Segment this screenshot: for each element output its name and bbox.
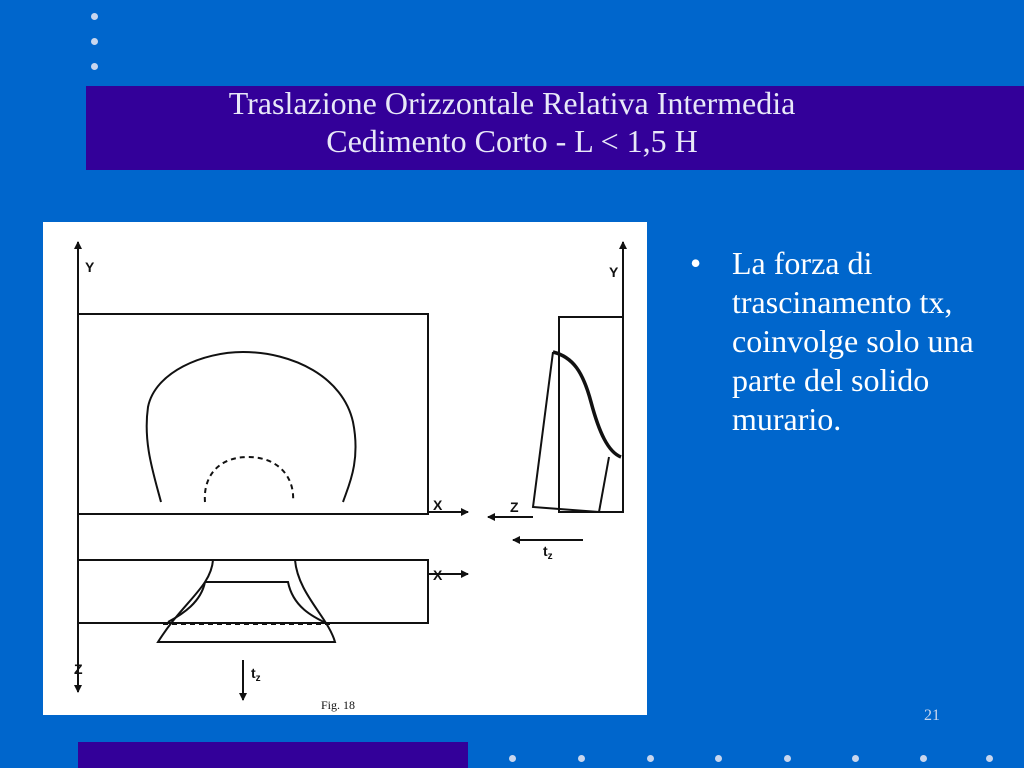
- label-z-bottom: Z: [74, 661, 83, 677]
- decor-dot: [647, 755, 654, 762]
- label-x-upper: X: [433, 497, 443, 513]
- foundation-inner: [205, 582, 328, 624]
- figure-caption: Fig. 18: [321, 698, 356, 712]
- decor-dot: [509, 755, 516, 762]
- figure-svg: [43, 222, 647, 715]
- side-curve: [553, 352, 621, 457]
- side-inner-line: [599, 457, 609, 512]
- slide-number: 21: [924, 707, 940, 724]
- decor-dot: [784, 755, 791, 762]
- decor-dot: [715, 755, 722, 762]
- decor-dot: [578, 755, 585, 762]
- foundation-outline: [158, 560, 335, 642]
- figure-diagram: [43, 222, 647, 715]
- decor-dot: [920, 755, 927, 762]
- decor-dot: [91, 38, 98, 45]
- bottom-band: [78, 742, 468, 768]
- slide-title: [86, 84, 938, 160]
- wall-lower: [78, 560, 428, 623]
- bullet-item: [690, 244, 990, 439]
- label-z-side: Z: [510, 499, 519, 515]
- wall-upper: [78, 314, 428, 514]
- decor-dot: [91, 13, 98, 20]
- arch-inner-dashed: [205, 457, 293, 502]
- decor-dot: [986, 755, 993, 762]
- label-tz-bottom: [251, 665, 261, 684]
- label-y-left: Y: [85, 259, 95, 275]
- label-tz-side: [543, 543, 553, 562]
- bullet-text: La forza di trascinamento tx, coinvolge solo una parte del solido murario.: [732, 245, 974, 437]
- bullet-marker: •: [690, 245, 702, 281]
- wall-side: [559, 317, 623, 512]
- label-x-lower: X: [433, 567, 443, 583]
- arch-outline: [147, 352, 356, 502]
- label-tz-bottom-t: t: [251, 665, 256, 681]
- title-line-2: Cedimento Corto - L < 1,5 H: [326, 123, 698, 159]
- side-deformed: [533, 352, 599, 512]
- label-tz-side-sub: z: [547, 551, 553, 562]
- label-tz-side-t: t: [543, 543, 548, 559]
- title-line-1: Traslazione Orizzontale Relativa Intermedia: [228, 85, 796, 121]
- label-tz-bottom-sub: z: [255, 673, 261, 684]
- label-y-right: Y: [609, 264, 619, 280]
- bullet-list: [690, 244, 990, 439]
- decor-dot: [852, 755, 859, 762]
- decor-dot: [91, 63, 98, 70]
